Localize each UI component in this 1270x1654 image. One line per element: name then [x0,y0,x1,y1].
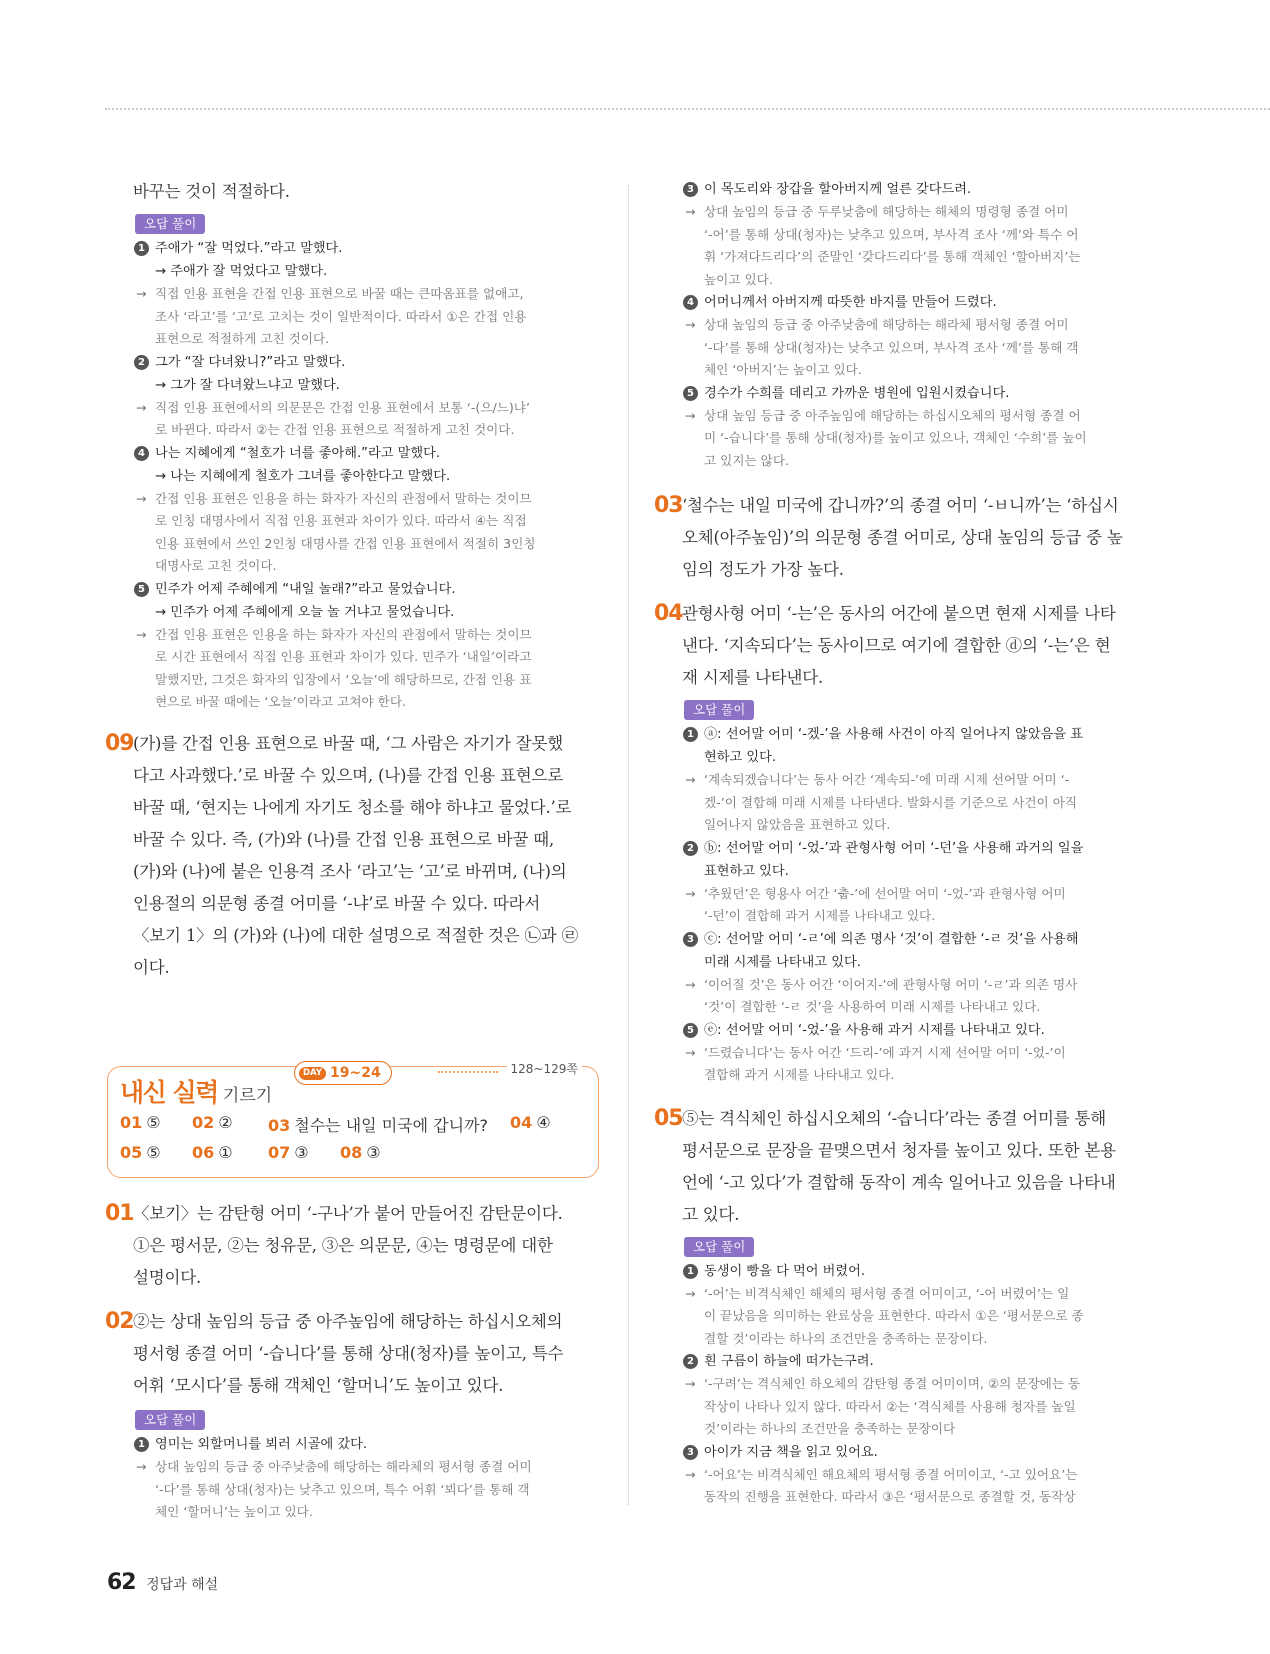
answer-key-cell [340,1143,381,1162]
arrow-icon: → [685,1044,696,1060]
question-text: ⓒ: 선어말 어미 ‘-ㄹ’에 의존 명사 ‘것’이 결합한 ‘-ㄹ 것’을 사용해 [704,931,1079,947]
left-column [105,176,603,984]
explanation-text: 일어나지 않았음을 표현하고 있다. [704,817,891,832]
answer-line: 낸다. ‘지속되다’는 동사이므로 여기에 결합한 ⓓ의 ‘-는’은 현 [682,636,1111,655]
answer-line: (가)와 (나)에 붙은 인용격 조사 ‘라고’는 ‘고’로 바뀌며, (나)의 [133,861,567,881]
answer-key-value: ⑤ [146,1143,161,1162]
explanation-line [682,359,1152,382]
odab-question [682,1350,1152,1373]
explanation-line [682,792,1152,815]
explanation-text: 동작의 진행을 표현한다. 따라서 ③은 ‘평서문으로 종결할 것, 동작상 [704,1489,1076,1504]
question-text: 영미는 외할머니를 뵈러 시골에 갔다. [155,1437,368,1452]
explanation-line [133,283,603,306]
question-text: 주애가 “잘 먹었다.”라고 말했다. [155,241,343,256]
explanation-line [682,1464,1152,1487]
circled-number-icon: 4 [134,446,149,461]
explanation-text: 표현으로 적절하게 고친 것이다. [155,331,330,346]
explanation-line [133,328,603,351]
circled-number-icon: 1 [134,241,149,256]
odab-question [133,442,603,465]
explanation-text: 것’이라는 하나의 조건만을 충족하는 문장이다 [704,1421,956,1436]
answer-key-number: 06 [192,1143,215,1162]
circled-number-icon: 5 [683,1023,698,1038]
odab-question [682,1441,1152,1464]
top-dotted-rule [105,108,1270,110]
converted-sentence: → 민주가 어제 주혜에게 오늘 놀 거냐고 물었습니다. [155,604,455,620]
answer-key-number: 02 [192,1113,215,1132]
explanation-line [682,1305,1152,1328]
right-column [654,178,1152,1509]
circled-number-icon: 2 [683,1354,698,1369]
explanation-text: 간접 인용 표현은 인용을 하는 화자가 자신의 관점에서 말하는 것이므 [155,626,532,642]
answer-02 [105,1306,603,1402]
answer-line: 평서형 종결 어미 ‘-습니다’를 통해 상대(청자)를 높이고, 특수 [133,1344,564,1363]
answer-line: (가)를 간접 인용 표현으로 바꿀 때, ‘그 사람은 자기가 잘못했 [133,733,563,753]
explanation-text: 상대 높임의 등급 중 아주낮춤에 해당하는 해라체의 평서형 종결 어미 [155,1459,532,1474]
explanation-text: 작상이 나타나 있지 않다. 따라서 ②는 ‘격식체를 사용해 청자를 높일 [704,1398,1076,1414]
odab-question [682,928,1152,951]
explanation-line [682,1418,1152,1441]
answer-line: 바꿀 때, ‘현지는 나에게 자기도 청소를 해야 하냐고 물었다.’로 [133,797,572,817]
answer-number: 09 [105,730,134,756]
odab-question [133,578,603,601]
arrow-icon: → [685,204,696,219]
explanation-line [133,419,603,442]
page-number: 62 [107,1570,136,1595]
answer-number: 03 [654,493,683,518]
circled-number-icon: 3 [683,1445,698,1460]
answer-line: 설명이다. [133,1268,202,1287]
answer-text [133,1198,603,1294]
question-text: 민주가 어제 주혜에게 “내일 놀래?”라고 물었습니다. [155,581,456,597]
day-pill [294,1061,392,1085]
odab-question [682,723,1152,746]
arrow-icon: → [685,1285,696,1301]
circled-number-icon: 1 [683,1264,698,1279]
answer-key-cell [120,1143,161,1162]
answer-line: 〈보기〉는 감탄형 어미 ‘-구나’가 붙어 만들어진 감탄문이다. [133,1204,563,1223]
a04-odab-list [682,723,1152,1087]
answer-key-cell [192,1113,233,1132]
column-divider [628,185,629,1505]
odab-question [133,237,603,260]
explanation-line [133,691,603,714]
arrow-icon: → [136,490,147,506]
answer-line: ①은 평서문, ②는 청유문, ③은 의문문, ④는 명령문에 대한 [133,1236,553,1255]
answer-03 [654,490,1152,586]
question-text: 아이가 지금 책을 읽고 있어요. [704,1444,878,1460]
answer-05 [654,1103,1152,1231]
answer-text [133,728,603,984]
answer-line: ‘철수는 내일 미국에 갑니까?’의 종결 어미 ‘-ㅂ니까’는 ‘하십시 [682,496,1119,515]
answer-key-cell [268,1113,488,1136]
explanation-text: 로 시간 표현에서 직접 인용 표현과 차이가 있다. 민주가 ‘내일’이라고 [155,649,532,664]
odab-question [682,1019,1152,1042]
answer-line: 〈보기 1〉의 (가)와 (나)에 대한 설명으로 적절한 것은 ㉡과 ㉣ [133,925,578,945]
explanation-text: 조사 ‘라고’를 ‘고’로 고치는 것이 일반적이다. 따라서 ①은 간접 인용 [155,308,527,324]
arrow-icon: → [136,1459,147,1474]
answer-key-box [107,1062,599,1178]
question-text: ⓔ: 선어말 어미 ‘-었-’을 사용해 과거 시제를 나타내고 있다. [704,1022,1045,1038]
explanation-line [682,224,1152,247]
box-dotted-line [438,1071,498,1073]
answer-line: 인용절의 의문형 종결 어미를 ‘-냐’로 바꿀 수 있다. 따라서 [133,893,541,913]
answer-key-number: 03 [268,1116,291,1135]
answer-01 [105,1198,603,1294]
odab-question [682,1260,1152,1283]
explanation-line [682,1042,1152,1065]
answer-key-cell [120,1113,161,1132]
explanation-text: ‘드렸습니다’는 동사 어간 ‘드리-’에 과거 시제 선어말 어미 ‘-었-’이 [704,1044,1066,1060]
right-odab-list [682,178,1152,472]
page-label: 정답과 해설 [146,1577,219,1593]
odab-badge: 오답 풀이 [135,1410,205,1430]
answer-number: 05 [654,1105,683,1131]
left-column-lower [105,1198,603,1524]
answer-line: 평서문으로 문장을 끝맺으면서 청자를 높이고 있다. 또한 본용 [682,1140,1116,1160]
explanation-line [682,1064,1152,1087]
explanation-text: 직접 인용 표현을 간접 인용 표현으로 바꿀 때는 큰따옴표를 없애고, [155,286,524,301]
explanation-line [133,1501,603,1524]
odab-question [133,351,603,374]
answer-line: 관형사형 어미 ‘-는’은 동사의 어간에 붙으면 현재 시제를 나타 [682,604,1116,623]
answer-key-cell [268,1143,309,1162]
explanation-line [682,814,1152,837]
answer-key-number: 05 [120,1143,143,1162]
circled-number-icon: 2 [134,355,149,370]
explanation-line [133,646,603,669]
explanation-line [682,769,1152,792]
circled-number-icon: 5 [134,582,149,597]
explanation-text: 로 인칭 대명사에서 직접 인용 표현과 차이가 있다. 따라서 ④는 직접 [155,513,527,528]
explanation-text: 로 바뀐다. 따라서 ②는 간접 인용 표현으로 적절하게 고친 것이다. [155,422,515,437]
explanation-text: 이 끝났음을 의미하는 완료상을 표현한다. 따라서 ①은 ‘평서문으로 종 [704,1308,1084,1323]
explanation-line [682,974,1152,997]
explanation-text: 휘 ‘가져다드리다’의 준말인 ‘갖다드리다’를 통해 객체인 ‘할아버지’는 [704,249,1081,264]
explanation-line [133,533,603,556]
question-text: ⓑ: 선어말 어미 ‘-었-’과 관형사형 어미 ‘-던’을 사용해 과거의 일을 [704,840,1084,856]
explanation-text: ‘-다’를 통해 상대(청자)는 낮추고 있으며, 부사격 조사 ‘께’를 통해 객 [704,339,1079,355]
answer-text [133,1306,603,1402]
question-text: 어머니께서 아버지께 따뜻한 바지를 만들어 드렸다. [704,295,997,310]
odab-badge: 오답 풀이 [684,1237,754,1257]
explanation-text: 체인 ‘아버지’는 높이고 있다. [704,362,862,377]
odab-question [682,178,1152,201]
answer-key-value: ③ [366,1143,381,1162]
answer-line: ②는 상대 높임의 등급 중 아주높임에 해당하는 하십시오체의 [133,1312,563,1331]
arrow-icon: → [685,317,696,332]
explanation-text: ‘-다’를 통해 상대(청자)는 낮추고 있으며, 특수 어휘 ‘뵈다’를 통해 객 [155,1481,530,1497]
circled-number-icon: 1 [134,1437,149,1452]
explanation-text: 상대 높임의 등급 중 아주낮춤에 해당하는 해라체 평서형 종결 어미 [704,317,1069,332]
left-odab-list [133,237,603,714]
answer-key-cell [192,1143,233,1162]
question-continued: 표현하고 있다. [704,863,789,879]
arrow-icon: → [685,1376,696,1391]
explanation-text: 미 ‘-습니다’를 통해 상대(청자)를 높이고 있으나, 객체인 ‘수희’를 높이 [704,430,1087,445]
explanation-line [133,624,603,647]
circled-number-icon: 2 [683,841,698,856]
odab-question [682,291,1152,314]
answer-line: 바꿀 수 있다. 즉, (가)와 (나)를 간접 인용 표현으로 바꿀 때, [133,829,555,849]
explanation-text: 상대 높임의 등급 중 두루낮춤에 해당하는 해체의 명령형 종결 어미 [704,204,1069,219]
explanation-text: 결할 것’이라는 하나의 조건만을 충족하는 문장이다. [704,1330,988,1346]
explanation-text: 인용 표현에서 쓰인 2인칭 대명사를 간접 인용 표현에서 적절히 3인칭 [155,535,536,551]
question-continued: 미래 시제를 나타내고 있다. [704,954,861,970]
answer-key-value: ② [218,1113,233,1132]
explanation-text: ‘-구려’는 격식체인 하오체의 감탄형 종결 어미이며, ②의 문장에는 동 [704,1376,1081,1391]
circled-number-icon: 5 [683,386,698,401]
day-tag: DAY [299,1067,326,1080]
explanation-text: 직접 인용 표현에서의 의문문은 간접 인용 표현에서 보통 ‘-(으/느)냐’ [155,399,530,415]
explanation-line [682,1396,1152,1419]
odab-question [133,1433,603,1456]
explanation-text: ‘-던’이 결합해 과거 시제를 나타내고 있다. [704,908,936,923]
a02-odab-list [133,1433,603,1524]
answer-key-number: 08 [340,1143,363,1162]
explanation-text: 결합해 과거 시제를 나타내고 있다. [704,1067,895,1082]
explanation-line [682,405,1152,428]
converted-sentence: → 그가 잘 다녀왔느냐고 말했다. [155,377,340,393]
box-title [120,1073,272,1109]
circled-number-icon: 3 [683,932,698,947]
explanation-text: 말했지만, 그것은 화자의 입장에서 ‘오늘’에 해당하므로, 간접 인용 표 [155,671,532,687]
explanation-text: 대명사로 고친 것이다. [155,558,277,573]
answer-key-value: ④ [536,1113,551,1132]
explanation-line [133,488,603,511]
explanation-line [682,450,1152,473]
explanation-line [682,1373,1152,1396]
answer-line: 고 있다. [682,1204,740,1224]
explanation-line [682,337,1152,360]
answer-line: 재 시제를 나타낸다. [682,668,824,687]
answer-key-value: 철수는 내일 미국에 갑니까? [294,1116,489,1135]
answer-line: ⑤는 격식체인 하십시오체의 ‘-습니다’라는 종결 어미를 통해 [682,1108,1107,1128]
explanation-text: 높이고 있다. [704,271,773,287]
answer-key-cell [510,1113,551,1132]
answer-number: 04 [654,601,683,626]
day-range: 19~24 [329,1065,381,1081]
answer-04 [654,598,1152,694]
answer-number: 01 [105,1201,134,1226]
converted-sentence: → 나는 지혜에게 철호가 그녀를 좋아한다고 말했다. [155,468,451,484]
explanation-line [682,1283,1152,1306]
arrow-icon: → [685,976,696,992]
arrow-icon: → [685,1466,696,1482]
odab-badge: 오답 풀이 [684,700,754,720]
arrow-icon: → [136,399,147,415]
answer-line: 오체(아주높임)’의 의문형 종결 어미로, 상대 높임의 등급 중 높 [682,528,1123,547]
answer-line: 이다. [133,957,170,977]
page-range: 128~129쪽 [507,1060,582,1077]
question-text: 그가 “잘 다녀왔니?”라고 말했다. [155,354,346,370]
odab-question [682,837,1152,860]
explanation-line [682,883,1152,906]
page-footer [107,1570,218,1595]
explanation-text: ‘-어’는 비격식체인 해체의 평서형 종결 어미이고, ‘-어 버렸어’는 일 [704,1285,1070,1301]
explanation-line [133,1479,603,1502]
answer-09 [105,728,603,984]
explanation-line [133,397,603,420]
explanation-line [682,427,1152,450]
arrow-icon: → [685,772,696,787]
explanation-text: ‘-어’를 통해 상대(청자)는 낮추고 있으며, 부사격 조사 ‘께’와 특수 어 [704,226,1079,242]
explanation-line [682,996,1152,1019]
odab-question [682,382,1152,405]
answer-key-value: ③ [294,1143,309,1162]
explanation-line [133,669,603,692]
arrow-icon: → [136,626,147,642]
a05-odab-list [682,1260,1152,1509]
question-text: 흰 구름이 하늘에 떠가는구려. [704,1354,874,1369]
arrow-icon: → [136,286,147,301]
explanation-text: 상대 높임 등급 중 아주높임에 해당하는 하십시오체의 평서형 종결 어 [704,407,1081,423]
answer-line: 다고 사과했다.’로 바꿀 수 있으며, (나)를 간접 인용 표현으로 [133,765,563,785]
answer-line: 어휘 ‘모시다’를 통해 객체인 ‘할머니’도 높이고 있다. [133,1376,504,1395]
explanation-line [682,905,1152,928]
explanation-text: 고 있지는 않다. [704,452,790,468]
explanation-line [133,510,603,533]
intro-line: 바꾸는 것이 적절하다. [133,182,290,201]
question-text: 나는 지혜에게 “철호가 너를 좋아해.”라고 말했다. [155,445,441,461]
arrow-icon: → [685,885,696,901]
question-continued: 현하고 있다. [704,750,777,765]
answer-key-number: 01 [120,1113,143,1132]
answer-key-value: ⑤ [146,1113,161,1132]
explanation-text: ‘것’이 결합한 ‘-ㄹ 것’을 사용하여 미래 시제를 나타내고 있다. [704,999,1041,1014]
question-text: 경수가 수희를 데리고 가까운 병원에 입원시켰습니다. [704,385,1010,401]
explanation-text: 체인 ‘할머니’는 높이고 있다. [155,1504,313,1519]
circled-number-icon: 3 [683,182,698,197]
answer-text [682,598,1152,694]
explanation-line [682,246,1152,269]
box-title-rest: 기르기 [222,1086,273,1106]
arrow-icon: → [685,407,696,423]
answer-key-number: 04 [510,1113,533,1132]
question-text: ⓐ: 선어말 어미 ‘-겠-’을 사용해 사건이 아직 일어나지 않았음을 표 [704,727,1083,742]
answer-text [682,1103,1152,1231]
explanation-text: ‘이어질 것’은 동사 어간 ‘이어지-’에 관형사형 어미 ‘-ㄹ’과 의존 명사 [704,976,1078,992]
odab-badge: 오답 풀이 [135,214,205,234]
explanation-line [133,306,603,329]
explanation-text: ‘-어요’는 비격식체인 해요체의 평서형 종결 어미이고, ‘-고 있어요’는 [704,1466,1078,1482]
answer-text [682,490,1152,586]
circled-number-icon: 4 [683,295,698,310]
question-text: 이 목도리와 장갑을 할아버지께 얼른 갖다드려. [704,182,972,197]
explanation-line [133,1456,603,1479]
answer-key-value: ① [218,1143,233,1162]
converted-sentence: → 주애가 잘 먹었다고 말했다. [155,264,328,279]
explanation-text: 겠-’이 결합해 미래 시제를 나타낸다. 발화시를 기준으로 사건이 아직 [704,794,1078,810]
circled-number-icon: 1 [683,727,698,742]
explanation-line [682,269,1152,292]
explanation-line [133,555,603,578]
answer-number: 02 [105,1309,134,1334]
explanation-line [682,314,1152,337]
explanation-line [682,201,1152,224]
explanation-text: 현으로 바꿀 때에는 ‘오늘’이라고 고쳐야 한다. [155,694,407,709]
answer-line: 언에 ‘-고 있다’가 결합해 동작이 계속 일어나고 있음을 나타내 [682,1172,1116,1192]
explanation-text: ‘계속되겠습니다’는 동사 어간 ‘계속되-’에 미래 시제 선어말 어미 ‘- [704,772,1070,787]
explanation-text: 간접 인용 표현은 인용을 하는 화자가 자신의 관점에서 말하는 것이므 [155,490,532,506]
question-text: 동생이 빵을 다 먹어 버렸어. [704,1263,866,1279]
explanation-line [682,1486,1152,1509]
box-title-bold: 내신 실력 [120,1078,218,1107]
explanation-line [682,1328,1152,1351]
answer-key-number: 07 [268,1143,291,1162]
explanation-text: ‘추웠던’은 형용사 어간 ‘춥-’에 선어말 어미 ‘-었-’과 관형사형 어미 [704,885,1066,901]
answer-line: 임의 정도가 가장 높다. [682,560,844,579]
